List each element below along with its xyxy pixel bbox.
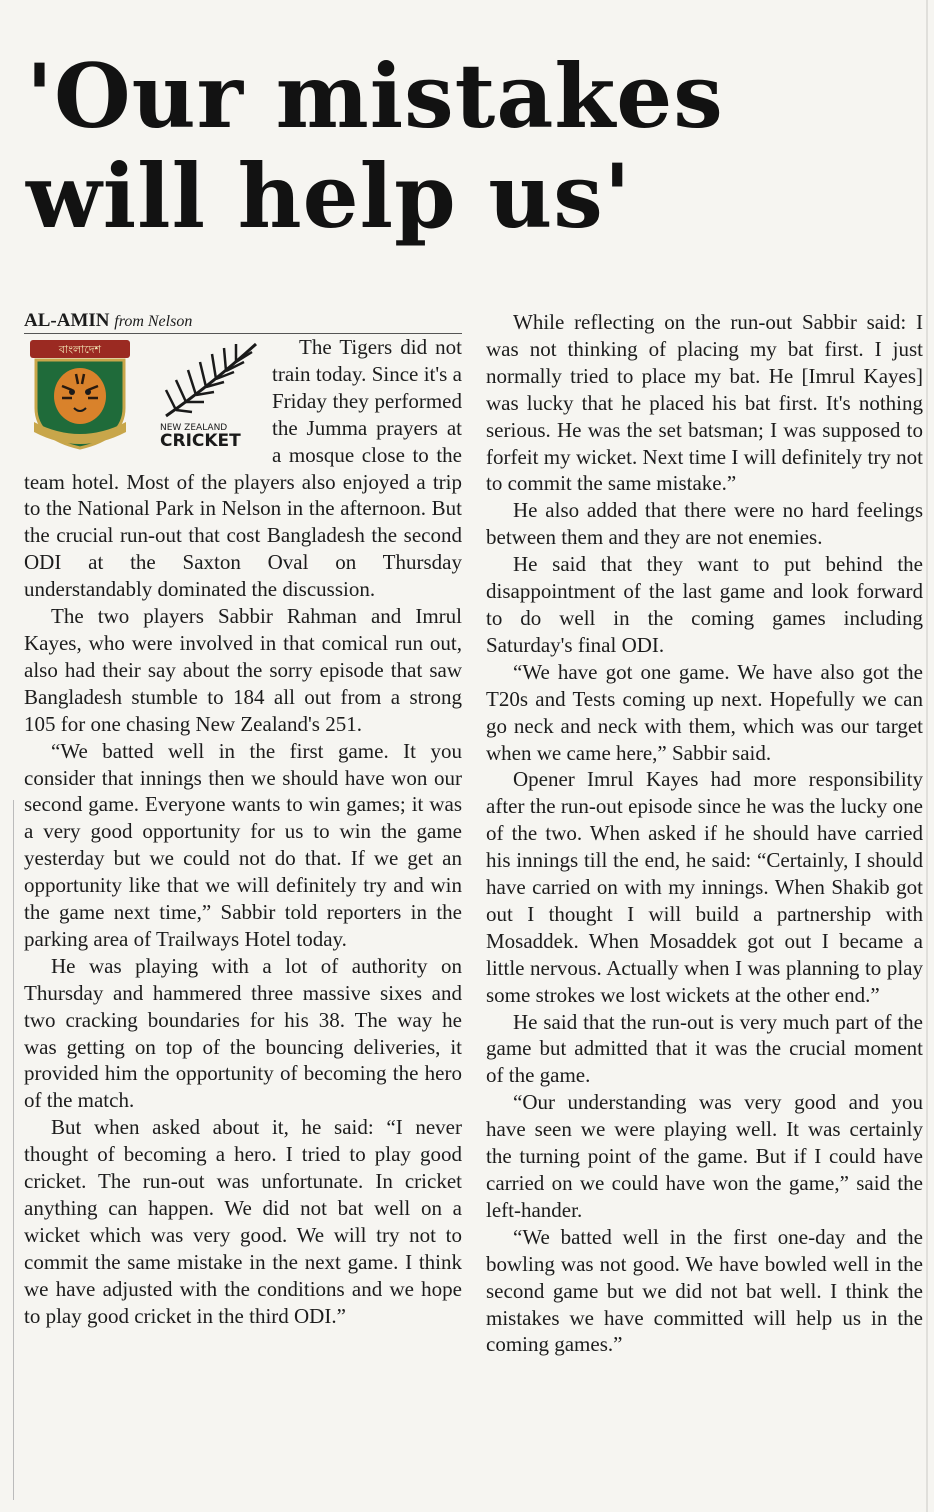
byline <box>24 308 462 334</box>
right-paragraph-2: He also added that there were no hard feelings between them and they are not enemies. <box>486 498 923 550</box>
headline-line-1: 'Our mistakes <box>26 44 724 148</box>
nzc-logo-line-2: CRICKET <box>160 431 241 450</box>
left-paragraph-5: But when asked about it, he said: “I never thought of becoming a hero. I tried to play good cricket. The run-out was unfortunate. In cricket anything can happen. We did not bat well on a wicket which was very good. We will try not to commit the same mistake in the next game. I think we have adjusted with the conditions and we hope to play good cricket in the third ODI.” <box>24 1115 462 1328</box>
right-paragraph-4: “We have got one game. We have also got the T20s and Tests coming up next. Hopefully we can go neck and neck with them, which was our target when we came here,” Sabbir said. <box>486 659 923 765</box>
left-paragraph-3: “We batted well in the first game. It you consider that innings then we should have won our second game. Everyone wants to win games; it was a very good opportunity for us to win the game yesterday but we could not do that. If we get an opportunity like that we will definitely try and win the game next time,” Sabbir told reporters in the parking area of Trailways Hotel today. <box>24 738 462 951</box>
right-paragraph-1: While reflecting on the run-out Sabbir said: I was not thinking of placing my bat first. I just normally tried to place my bat. He [Imrul Kayes] was lucky that he placed his bat first. It's nothing serious. He was the set batsman; I was supposed to forfeit my wicket. Next time I will definitely try not to commit the same mistake.” <box>486 310 923 496</box>
nzc-logo-icon <box>152 338 270 450</box>
right-paragraph-6: He said that the run-out is very much part of the game but admitted that it was the crucial moment of the game. <box>486 1009 923 1088</box>
bcb-logo-icon <box>26 338 134 450</box>
nzc-logo-line-1: NEW ZEALAND <box>160 423 228 433</box>
left-paragraph-4: He was playing with a lot of authority on Thursday and hammered three massive sixes and two cracking boundaries for his 38. The way he was getting on top of the bouncing deliveries, it provided him the opportunity of becoming the hero of the match. <box>24 953 462 1113</box>
bcb-logo-top-text: বাংলাদেশ <box>58 343 102 356</box>
article-column-right <box>486 309 923 1358</box>
article-column-left <box>24 308 462 1330</box>
right-paragraph-3: He said that they want to put behind the disappointment of the last game and look forward to do well in the coming games including Saturday's final ODI. <box>486 552 923 657</box>
right-paragraph-5: Opener Imrul Kayes had more responsibility after the run-out episode since he was the lucky one of the two. When asked if he should have carried his innings till the end, he said: “Certainly, I should have carried on with my innings. When Shakib got out I thought I will build a partnership with Mosaddek. When Mosaddek got out I became a little nervous. Actually when I was planning to play some strokes we lost wickets at the other end.” <box>486 767 923 1007</box>
right-paragraph-8: “We batted well in the first one-day and the bowling was not good. We have bowled well in the second game but we did not bat well. I think the mistakes we have committed will help us in the coming games.” <box>486 1224 923 1357</box>
logos-block <box>24 334 270 468</box>
byline-author: AL-AMIN <box>24 310 110 331</box>
headline-line-2: will help us' <box>26 144 632 248</box>
right-paragraph-7: “Our understanding was very good and you have seen we were playing well. It was certainly the turning point of the game. But if I could have carried on we could have won the game,” said the left-hander. <box>486 1090 923 1222</box>
left-paragraph-2: The two players Sabbir Rahman and Imrul Kayes, who were involved in that comical run out, also had their say about the sorry episode that saw Bangladesh stumble to 184 all out from a strong 105 for one chasing New Zealand's 251. <box>24 604 462 736</box>
page-edge <box>926 0 928 1512</box>
byline-location: from Nelson <box>114 313 193 330</box>
headline <box>26 46 916 246</box>
column-rule <box>13 800 14 1500</box>
left-paragraph-1: The Tigers did not train today. Since it's a Friday they performed the Jumma prayers at a mosque close to the team hotel. Most of the players also enjoyed a trip to the National Park in Nelson in the afternoon. But the crucial run-out that cost Bangladesh the second ODI at the Saxton Oval on Thursday understandably dominated the discussion. <box>24 335 462 602</box>
